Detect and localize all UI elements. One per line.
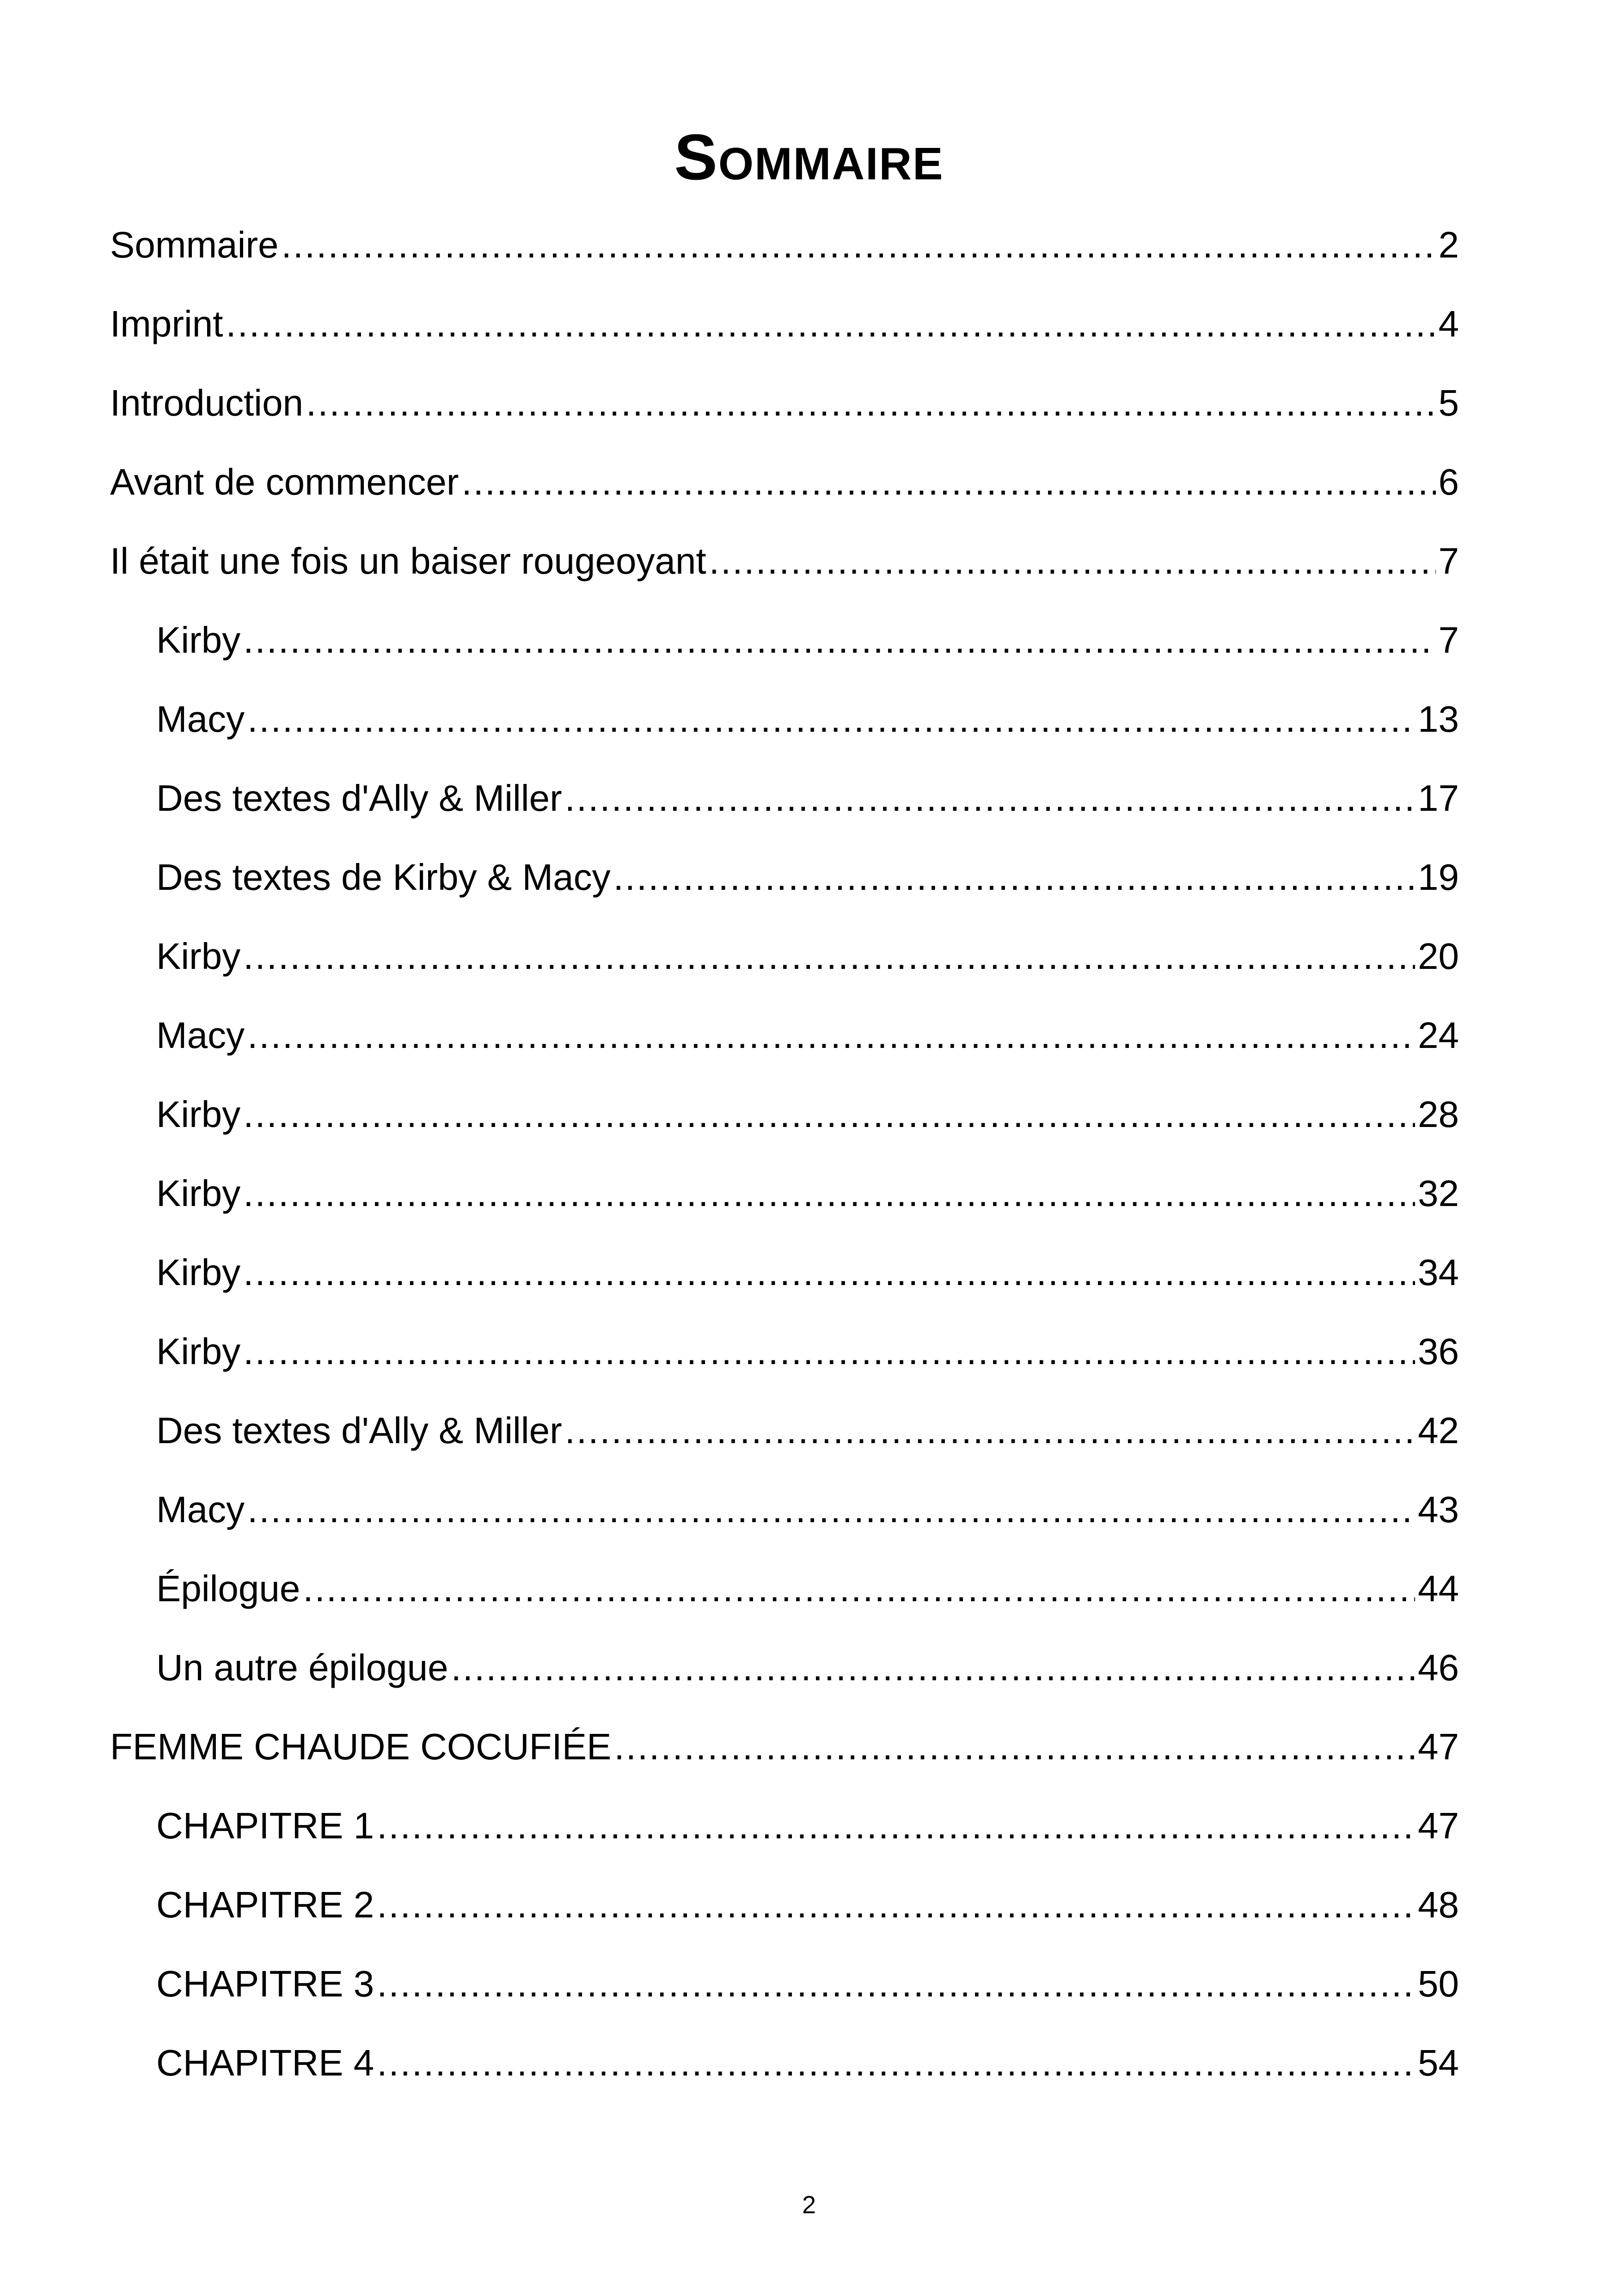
toc-entry-page: 36 — [1418, 1331, 1459, 1372]
toc-entry[interactable] — [156, 2031, 1459, 2086]
toc-entry-label: Macy — [156, 698, 245, 740]
toc-dot-leader — [451, 1645, 1415, 1691]
toc-entry-page: 6 — [1438, 461, 1459, 502]
toc-entry-label: Introduction — [110, 382, 304, 423]
toc-entry-page: 7 — [1438, 619, 1459, 661]
toc-dot-leader — [377, 2040, 1415, 2086]
toc-entry-page: 28 — [1418, 1094, 1459, 1135]
toc-entry-page: 17 — [1418, 778, 1459, 819]
toc-entry[interactable] — [156, 1477, 1459, 1533]
toc-entry-page: 2 — [1438, 224, 1459, 265]
toc-entry-label: Kirby — [156, 936, 241, 977]
toc-entry-page: 44 — [1418, 1568, 1459, 1609]
toc-entry-page: 54 — [1418, 2042, 1459, 2083]
toc-dot-leader — [613, 854, 1415, 900]
toc-entry[interactable] — [156, 1082, 1459, 1138]
toc-dot-leader — [247, 1487, 1415, 1533]
toc-entry[interactable] — [110, 371, 1459, 426]
toc-entry[interactable] — [110, 1714, 1459, 1770]
page-number: 2 — [802, 2191, 816, 2219]
toc-entry-label: CHAPITRE 2 — [156, 1884, 374, 1925]
toc-entry-label: Des textes d'Ally & Miller — [156, 1410, 562, 1451]
toc-dot-leader — [377, 1961, 1415, 2007]
toc-entry-page: 7 — [1438, 540, 1459, 582]
toc-entry-label: Imprint — [110, 303, 223, 344]
page-title: Sommaire — [674, 121, 944, 193]
toc-dot-leader — [377, 1803, 1415, 1849]
toc-entry-label: CHAPITRE 1 — [156, 1805, 374, 1846]
toc-entry[interactable] — [156, 1556, 1459, 1612]
toc-entry-label: Épilogue — [156, 1568, 300, 1609]
toc-entry[interactable] — [110, 529, 1459, 584]
toc-dot-leader — [243, 1170, 1415, 1217]
toc-dot-leader — [303, 1566, 1415, 1612]
toc-entry-label: Kirby — [156, 1094, 241, 1135]
toc-entry-label: Des textes d'Ally & Miller — [156, 778, 562, 819]
toc-entry-label: Macy — [156, 1489, 245, 1530]
toc-entry-page: 4 — [1438, 303, 1459, 344]
toc-entry[interactable] — [110, 213, 1459, 268]
toc-entry-page: 5 — [1438, 382, 1459, 423]
toc-entry-page: 47 — [1418, 1726, 1459, 1767]
toc-entry-page: 34 — [1418, 1252, 1459, 1293]
toc-entry-page: 43 — [1418, 1489, 1459, 1530]
toc-dot-leader — [306, 380, 1435, 426]
toc-entry[interactable] — [156, 687, 1459, 742]
toc-entry-label: Il était une fois un baiser rougeoyant — [110, 540, 706, 582]
toc-entry-page: 13 — [1418, 698, 1459, 740]
toc-entry[interactable] — [156, 1398, 1459, 1454]
toc-entry[interactable] — [156, 608, 1459, 663]
toc-dot-leader — [377, 1882, 1415, 1928]
toc-entry[interactable] — [156, 924, 1459, 980]
toc-entry-page: 19 — [1418, 857, 1459, 898]
toc-entry-page: 48 — [1418, 1884, 1459, 1925]
toc-entry[interactable] — [156, 1240, 1459, 1296]
toc-entry[interactable] — [156, 1952, 1459, 2007]
toc-dot-leader — [709, 538, 1436, 584]
toc-entry-label: Kirby — [156, 1331, 241, 1372]
toc-entry[interactable] — [110, 292, 1459, 347]
toc-dot-leader — [247, 696, 1415, 742]
toc-entry-label: Kirby — [156, 1252, 241, 1293]
toc-entry[interactable] — [156, 1003, 1459, 1059]
toc-entry-page: 24 — [1418, 1015, 1459, 1056]
toc-entry[interactable] — [156, 845, 1459, 900]
toc-dot-leader — [226, 301, 1436, 347]
toc-entry[interactable] — [156, 1873, 1459, 1928]
toc-entry-page: 46 — [1418, 1647, 1459, 1688]
toc-dot-leader — [243, 933, 1415, 980]
toc-entry[interactable] — [156, 766, 1459, 821]
toc-entry-page: 42 — [1418, 1410, 1459, 1451]
toc-entry-page: 50 — [1418, 1963, 1459, 2004]
toc-entry-label: FEMME CHAUDE COCUFIÉE — [110, 1726, 612, 1767]
toc-entry[interactable] — [156, 1794, 1459, 1849]
toc-dot-leader — [243, 1091, 1415, 1138]
toc-entry-label: CHAPITRE 4 — [156, 2042, 374, 2083]
toc-dot-leader — [282, 222, 1436, 268]
toc-entry-label: Kirby — [156, 1173, 241, 1214]
toc-entry-label: CHAPITRE 3 — [156, 1963, 374, 2004]
toc-dot-leader — [565, 775, 1415, 821]
toc-entry[interactable] — [156, 1635, 1459, 1691]
toc-entry-page: 32 — [1418, 1173, 1459, 1214]
toc-entry-label: Des textes de Kirby & Macy — [156, 857, 611, 898]
toc-dot-leader — [247, 1012, 1415, 1059]
toc-entry-label: Avant de commencer — [110, 461, 459, 502]
toc-entry[interactable] — [156, 1319, 1459, 1375]
toc-dot-leader — [614, 1724, 1416, 1770]
toc-entry-label: Un autre épilogue — [156, 1647, 448, 1688]
toc-dot-leader — [461, 459, 1435, 505]
toc-dot-leader — [565, 1408, 1415, 1454]
toc-entry[interactable] — [110, 450, 1459, 505]
toc-entry-page: 20 — [1418, 936, 1459, 977]
toc-dot-leader — [243, 617, 1435, 663]
toc-entry-label: Sommaire — [110, 224, 279, 265]
toc-entry-label: Kirby — [156, 619, 241, 661]
toc-dot-leader — [243, 1329, 1415, 1375]
toc-entry[interactable] — [156, 1161, 1459, 1217]
toc-dot-leader — [243, 1249, 1415, 1296]
toc-entry-label: Macy — [156, 1015, 245, 1056]
toc-entry-page: 47 — [1418, 1805, 1459, 1846]
